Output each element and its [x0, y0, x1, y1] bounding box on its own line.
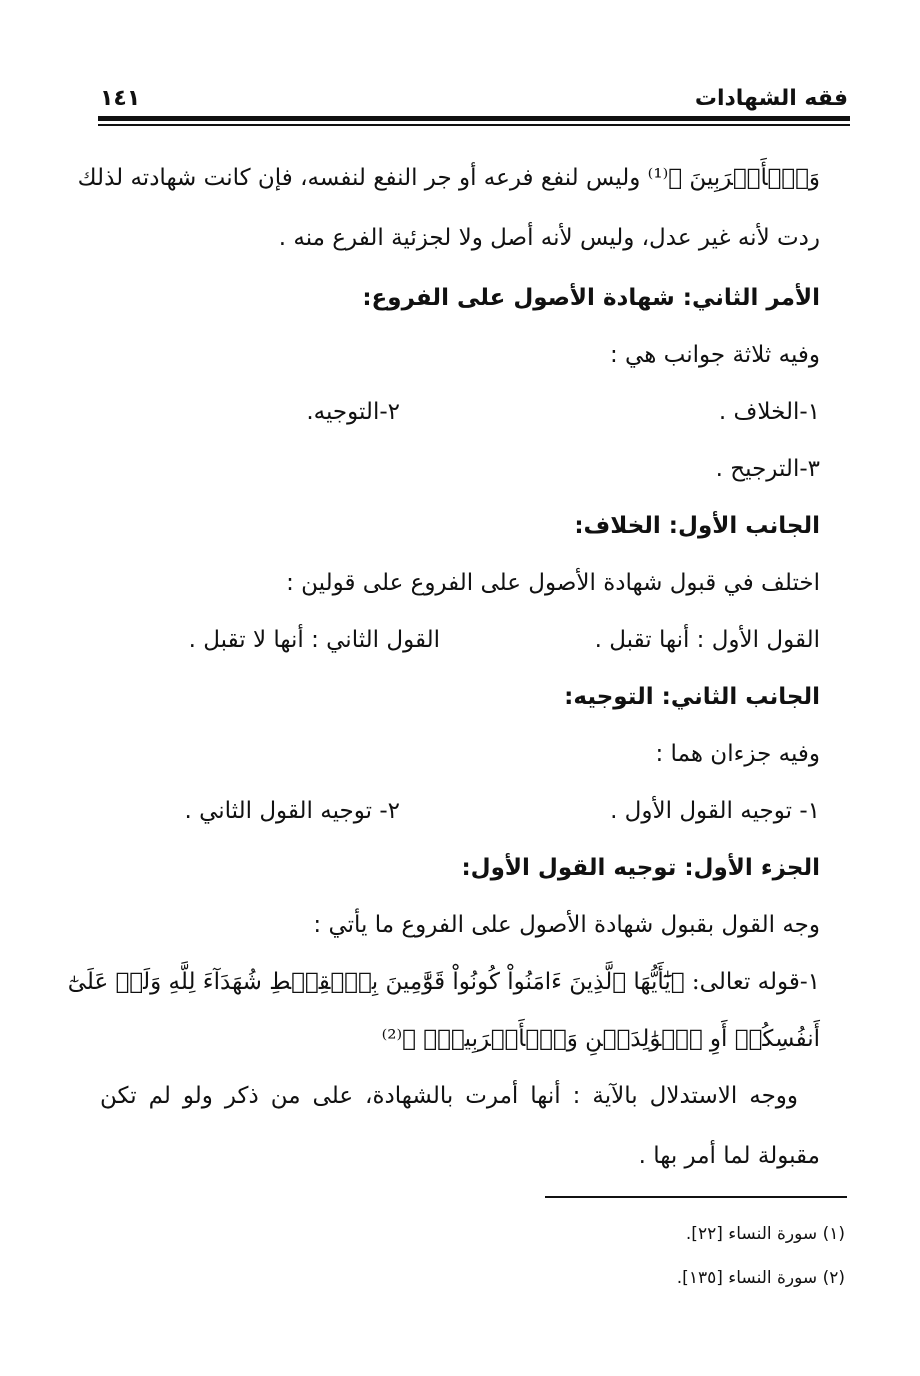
section-heading: الجانب الثاني: التوجيه:: [564, 684, 820, 710]
list-item: ١- توجيه القول الأول .: [610, 798, 820, 824]
list-item: ٣-الترجيح .: [715, 456, 820, 482]
paragraph-line: وَٱلۡأَقۡرَبِينَ ﴾⁽¹⁾ وليس لنفع فرعه أو جر النفع لنفسه، فإن كانت شهادته لذلك: [77, 165, 820, 191]
list-row: [100, 783, 820, 840]
page-header: [100, 84, 848, 114]
section-heading: الجزء الأول: توجيه القول الأول:: [461, 855, 820, 881]
paragraph-line: ووجه الاستدلال بالآية : أنها أمرت بالشهادة، على من ذكر ولو لم تكن: [100, 1083, 798, 1109]
list-row: [100, 612, 820, 669]
list-item: ٢-التوجيه.: [306, 399, 400, 425]
paragraph-line: وفيه جزءان هما :: [655, 741, 820, 767]
page-body: [67, 150, 820, 1188]
footnote: (١) سورة النساء [٢٢].: [685, 1224, 845, 1244]
paragraph-line: وفيه ثلاثة جوانب هي :: [610, 342, 820, 368]
section-heading: الأمر الثاني: شهادة الأصول على الفروع:: [362, 285, 820, 311]
list-item: ١-الخلاف .: [718, 399, 820, 425]
footnote: (٢) سورة النساء [١٣٥].: [676, 1268, 845, 1288]
paragraph-line: اختلف في قبول شهادة الأصول على الفروع على قولين :: [286, 570, 820, 596]
paragraph-line: مقبولة لما أمر بها .: [638, 1143, 820, 1169]
running-title: فقه الشهادات: [694, 86, 848, 111]
header-rule-thin: [98, 124, 850, 126]
list-item: ٢- توجيه القول الثاني .: [184, 798, 400, 824]
page-number: ١٤١: [100, 86, 141, 111]
header-rule-thick: [98, 116, 850, 121]
list-item: القول الثاني : أنها لا تقبل .: [188, 627, 440, 653]
quran-verse-line: ١-قوله تعالى: ﴿يَٰٓأَيُّهَا ٱلَّذِينَ ءَامَنُواْ كُونُواْ قَوَّٰمِينَ بِٱلۡقِسۡطِ شُهَدَآءَ لِلَّهِ وَلَوۡ عَلَىٰٓ: [67, 969, 820, 995]
list-item: القول الأول : أنها تقبل .: [594, 627, 820, 653]
section-heading: الجانب الأول: الخلاف:: [574, 513, 820, 539]
paragraph-line: ردت لأنه غير عدل، وليس لأنه أصل ولا لجزئية الفرع منه .: [278, 225, 820, 251]
paragraph-line: وجه القول بقبول شهادة الأصول على الفروع ما يأتي :: [313, 912, 820, 938]
quran-verse-line: أَنفُسِكُمۡ أَوِ ٱلۡوَٰلِدَيۡنِ وَٱلۡأَقۡرَبِينَۚ ﴾⁽²⁾: [381, 1026, 820, 1052]
footnote-separator: [545, 1196, 847, 1198]
list-row: [100, 384, 820, 441]
